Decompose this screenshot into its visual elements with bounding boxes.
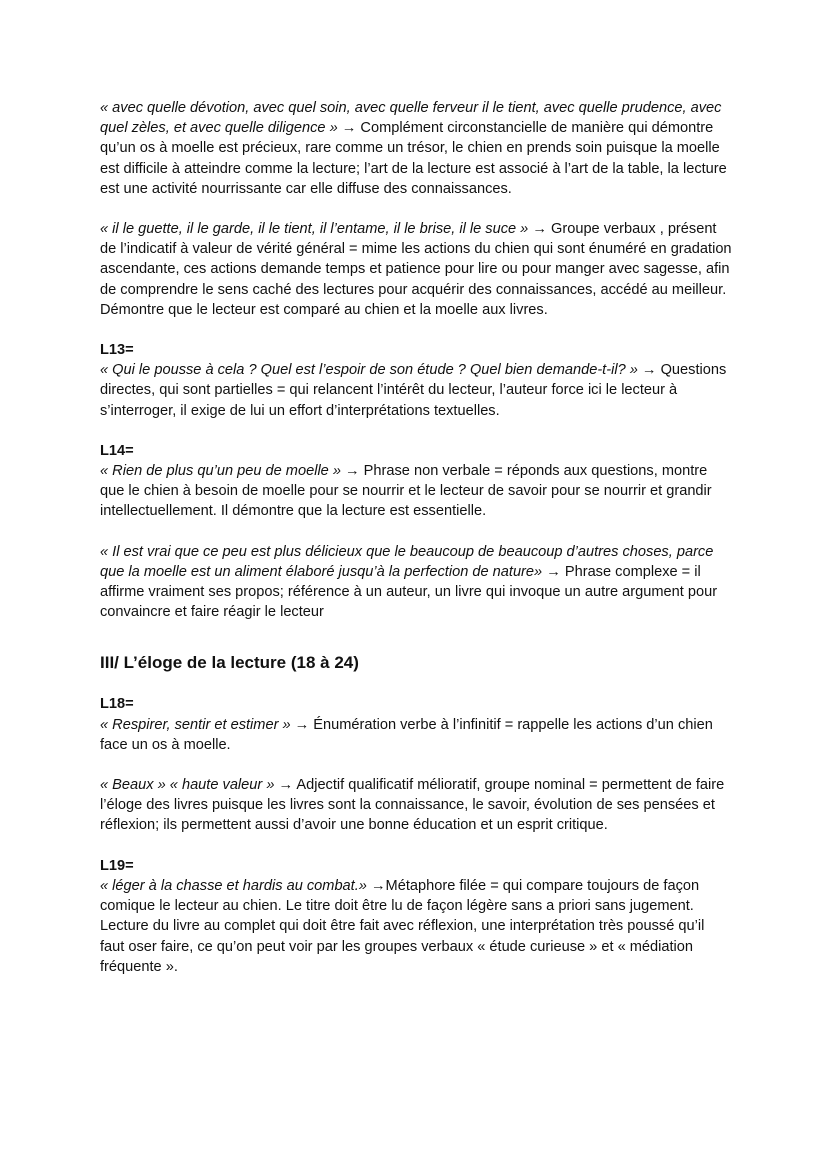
quote: « Rien de plus qu’un peu de moelle » xyxy=(100,463,341,480)
quote: « Il est vrai que ce peu est plus délicieux que le beaucoup de beaucoup d’autres choses, parce que la moelle est un aliment élaboré jusqu’à la perfection de nature» xyxy=(100,543,714,580)
paragraph-7 xyxy=(100,775,732,836)
line-label: L19= xyxy=(100,857,134,874)
paragraph-6 xyxy=(100,694,732,755)
quote: « Respirer, sentir et estimer » xyxy=(100,716,291,733)
analysis-text: → Groupe verbaux , présent de l’indicatif à valeur de vérité général = mime les actions du chien qui sont énuméré en gradation ascendante, ces actions demande temps et patience pour lire ou pour manger avec sagesse, afin de comprendre le sens caché des lectures pour acquérir des connaissances, accédé au meilleur. Démontre que le lecteur est comparé au chien et la moelle aux livres. xyxy=(100,221,732,318)
analysis-text: → Complément circonstancielle de manière qui démontre qu’un os à moelle est précieux, rare comme un trésor, le chien en prends soin puisque la moelle est difficile à atteindre comme la lecture; l’art de la lecture est associé à l’art de la table, la lecture est une activité nourrissante car elle diffuse des connaissances. xyxy=(100,120,727,197)
section-heading: III/ L’éloge de la lecture (18 à 24) xyxy=(100,653,359,673)
paragraph-8 xyxy=(100,856,732,977)
line-label: L18= xyxy=(100,696,134,713)
line-label: L14= xyxy=(100,442,134,459)
quote: « Beaux » « haute valeur » xyxy=(100,777,275,794)
paragraph-4 xyxy=(100,441,732,522)
analysis-text: → Phrase complexe = il affirme vraiment ses propos; référence à un auteur, un livre qui invoque un autre argument pour convaincre et faire réagir le lecteur xyxy=(100,563,718,621)
paragraph-5 xyxy=(100,542,732,623)
line-label: L13= xyxy=(100,342,134,359)
analysis-text: →Métaphore filée = qui compare toujours de façon comique le lecteur au chien. Le titre doit être lu de façon légère sans a priori sans jugement. Lecture du livre au complet qui doit être fait avec réflexion, une interprétation très poussé qu’il faut oser faire, ce qu’on peut voir par les groupes verbaux « étude curieuse » et « médiation fréquente ». xyxy=(100,877,705,975)
paragraph-3 xyxy=(100,340,732,421)
analysis-text: → Adjectif qualificatif mélioratif, groupe nominal = permettent de faire l’éloge des livres puisque les livres sont la connaissance, le savoir, évolution de ses pensées et réflexion; ils permettent aussi d’avoir une bonne éducation et un esprit critique. xyxy=(100,777,725,834)
quote: « avec quelle dévotion, avec quel soin, avec quelle ferveur il le tient, avec quelle prudence, avec quel zèles, et avec quelle diligence » xyxy=(100,100,722,137)
document-page xyxy=(100,98,732,997)
paragraph-1 xyxy=(100,98,732,199)
quote: « Qui le pousse à cela ? Quel est l’espoir de son étude ? Quel bien demande-t-il? » xyxy=(100,362,638,379)
analysis-text: → Énumération verbe à l’infinitif = rappelle les actions d’un chien face un os à moelle. xyxy=(100,716,713,753)
quote: « léger à la chasse et hardis au combat.» xyxy=(100,877,367,894)
quote: « il le guette, il le garde, il le tient, il l’entame, il le brise, il le suce » xyxy=(100,221,529,238)
analysis-text: → Questions directes, qui sont partielles = qui relancent l’intérêt du lecteur, l’auteur force ici le lecteur à s’interroger, il exige de lui un effort d’interprétations textuelles. xyxy=(100,362,727,419)
analysis-text: → Phrase non verbale = réponds aux questions, montre que le chien à besoin de moelle pour se nourrir et le lecteur de savoir pour se nourrir et grandir intellectuellement. Il démontre que la lecture est essentielle. xyxy=(100,463,712,520)
paragraph-2 xyxy=(100,219,732,320)
